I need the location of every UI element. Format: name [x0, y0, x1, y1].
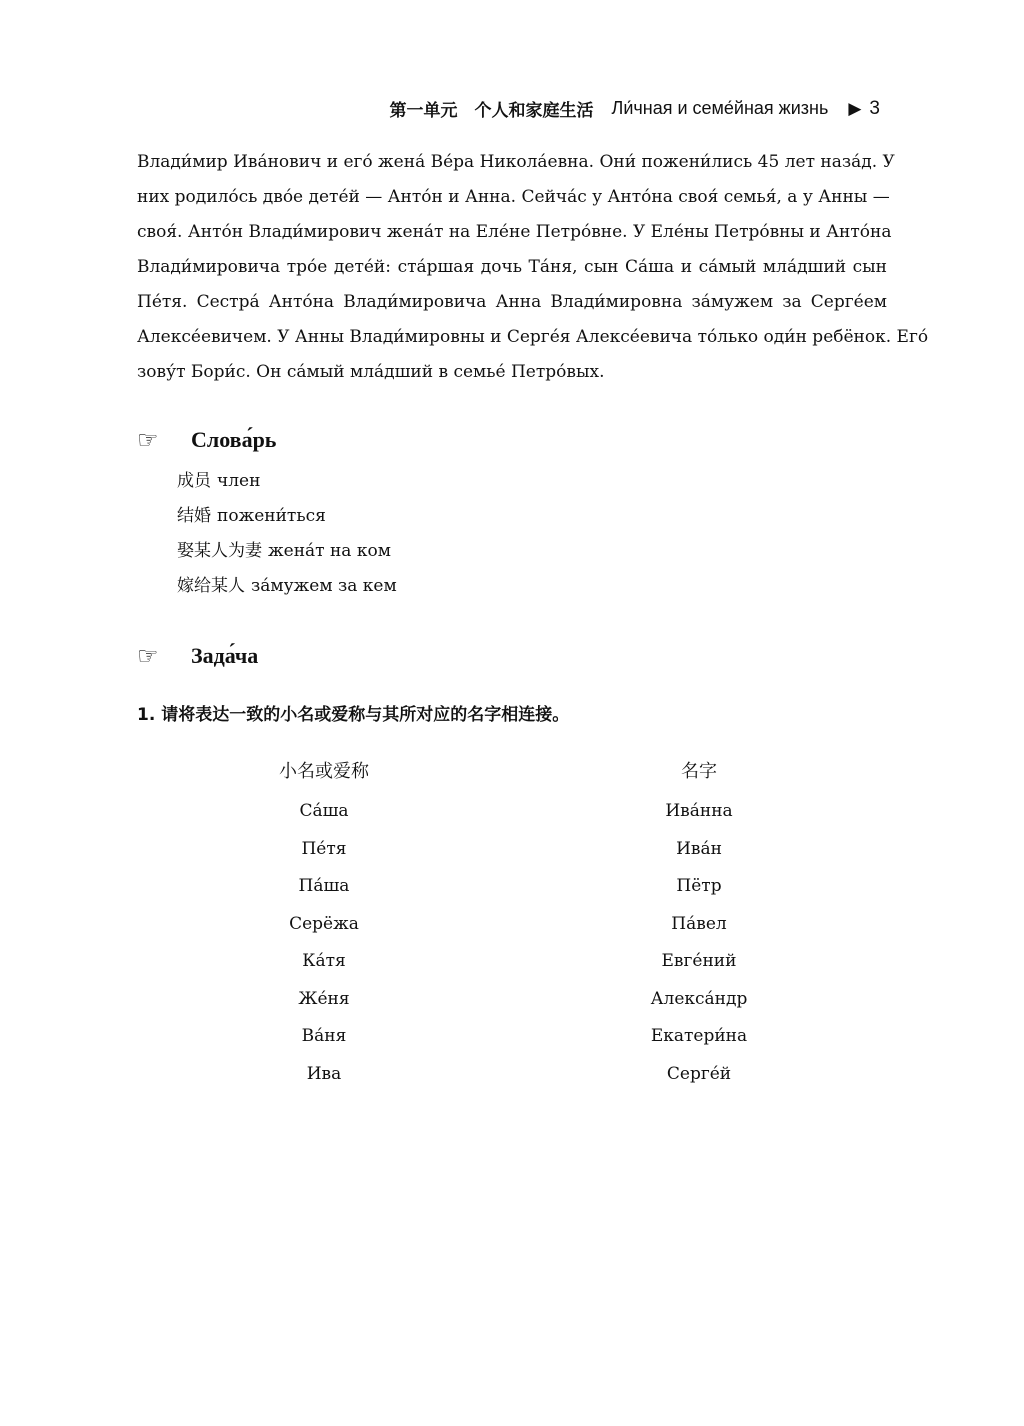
vocab-zh: 结婚	[177, 506, 211, 526]
vocab-zh: 嫁给某人	[177, 576, 245, 596]
vocab-item	[177, 534, 397, 569]
nickname-item[interactable]: Ка́тя	[302, 951, 346, 971]
name-item[interactable]: Серге́й	[666, 1063, 732, 1084]
vocab-item	[177, 464, 397, 499]
running-head	[390, 96, 880, 121]
vocabulary-list	[177, 464, 397, 604]
nickname-item[interactable]: Серёжа	[289, 913, 359, 934]
text-line: Влади́мир Ива́нович и его́ жена́ Ве́ра Никола́евна. Они́ пожени́лись 45 лет наза́д. У	[137, 152, 895, 172]
text-line: Пе́тя. Сестра́ Анто́на Влади́мировича Анна Влади́мировна за́мужем за Серге́ем	[137, 292, 887, 312]
name-item[interactable]: Алекса́ндр	[650, 988, 748, 1009]
nickname-item[interactable]: Же́ня	[298, 988, 350, 1009]
text-line: Алексе́евичем. У Анны Влади́мировны и Серге́я Алексе́евича то́лько оди́н ребёнок. Его́	[137, 327, 929, 347]
nickname-item[interactable]: Ива	[306, 1063, 342, 1084]
name-item[interactable]: Па́вел	[671, 913, 727, 934]
name-item[interactable]: Пётр	[676, 876, 722, 896]
name-item[interactable]: Екатери́на	[650, 1026, 748, 1046]
nickname-column	[224, 755, 424, 1093]
vocab-item	[177, 569, 397, 604]
vocab-zh: 成员	[177, 471, 211, 491]
task-title: Зада́ча	[191, 643, 259, 668]
vocab-item	[177, 499, 397, 534]
vocabulary-heading	[137, 426, 276, 454]
reading-text	[137, 145, 929, 390]
vocab-ru: жена́т на ком	[268, 541, 391, 561]
vocab-ru: пожени́ться	[217, 506, 326, 526]
text-line: них родило́сь дво́е дете́й — Анто́н и Анна. Сейча́с у Анто́на своя́ семья́, а у Анны —	[137, 187, 890, 207]
chapter-title: Ли́чная и семе́йная жизнь	[611, 98, 829, 118]
name-column	[599, 755, 799, 1093]
text-line: своя́. Анто́н Влади́мирович жена́т на Еле́не Петро́вне. У Еле́ны Петро́вны и Анто́на	[137, 222, 892, 242]
nickname-item[interactable]: Па́ша	[298, 876, 350, 896]
vocabulary-title: Слова́рь	[191, 427, 277, 452]
page-number: 3	[869, 97, 880, 119]
task-prompt: 1. 请将表达一致的小名或爱称与其所对应的名字相连接。	[137, 705, 570, 725]
task-heading	[137, 642, 258, 670]
vocab-ru: за́мужем за кем	[251, 576, 397, 596]
nickname-item[interactable]: Ва́ня	[301, 1026, 347, 1046]
pointing-hand-icon: ☞	[137, 642, 159, 670]
name-item[interactable]: Евге́ний	[661, 951, 737, 971]
vocab-zh: 娶某人为妻	[177, 541, 262, 561]
unit-label: 第一单元 个人和家庭生活	[389, 101, 594, 121]
nickname-item[interactable]: Пе́тя	[301, 838, 347, 859]
play-triangle-icon: ▶	[848, 98, 862, 119]
nickname-column-header: 小名或爱称	[279, 761, 369, 782]
nickname-item[interactable]: Са́ша	[299, 801, 349, 821]
name-item[interactable]: Ива́н	[676, 838, 722, 859]
text-line: зову́т Бори́с. Он са́мый мла́дший в семье́ Петро́вых.	[137, 362, 605, 382]
text-line: Влади́мировича тро́е дете́й: ста́ршая дочь Та́ня, сын Са́ша и са́мый мла́дший сын	[137, 257, 887, 277]
pointing-hand-icon: ☞	[137, 426, 159, 454]
name-item[interactable]: Ива́нна	[665, 801, 733, 821]
name-column-header: 名字	[681, 761, 717, 782]
vocab-ru: член	[217, 471, 261, 491]
